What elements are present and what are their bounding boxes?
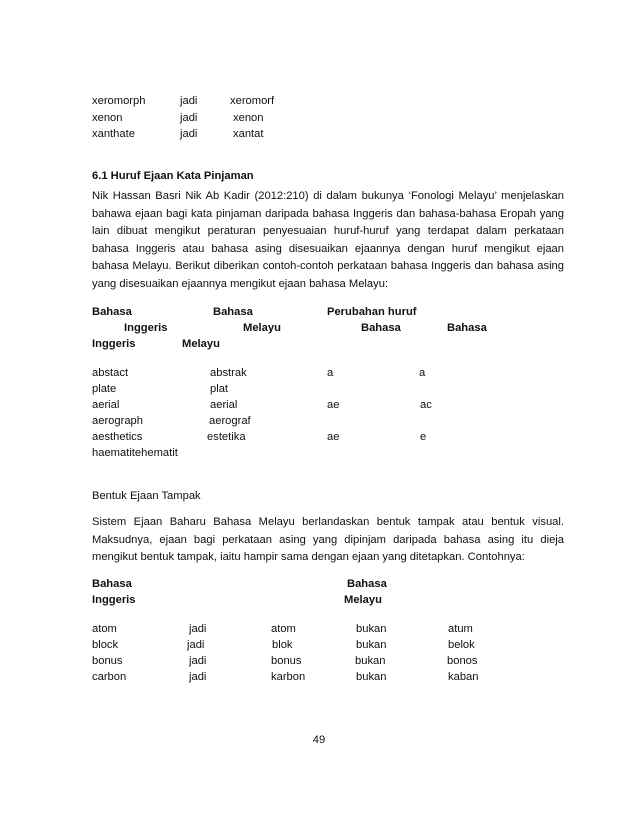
table2-cell-bukan: bukan [356, 639, 387, 651]
intro-paragraph [92, 188, 564, 294]
top-row-jadi: jadi [180, 128, 198, 140]
table2-cell-malay: blok [272, 639, 293, 651]
table1-cell-malay: plat [210, 383, 229, 395]
table2-header-col2: Melayu [344, 594, 382, 606]
table2-cell-bukan: bukan [356, 623, 387, 635]
page-number: 49 [312, 734, 326, 746]
top-row-malay: xeromorf [230, 95, 275, 107]
table2-cell-wrong: atum [448, 623, 473, 635]
table2-cell-english: bonus [92, 655, 123, 667]
table2-cell-malay: karbon [271, 671, 306, 683]
subheading: Bentuk Ejaan Tampak [92, 490, 201, 502]
top-row-jadi: jadi [180, 112, 198, 124]
table1-cell-english: haematitehematit [92, 447, 178, 459]
second-paragraph [92, 514, 564, 567]
table1-cell-change-ms: e [420, 431, 427, 443]
top-row-malay: xantat [233, 128, 264, 140]
table1-header-col3: Bahasa [361, 322, 401, 334]
table1-cell-english: aerograph [92, 415, 144, 427]
table2-cell-jadi: jadi [189, 655, 207, 667]
table1-header-col4: Bahasa [447, 322, 487, 334]
table2-cell-english: carbon [92, 671, 127, 683]
top-row-malay: xenon [233, 112, 264, 124]
top-row-english: xenon [92, 112, 123, 124]
table2-cell-malay: bonus [271, 655, 302, 667]
table1-cell-malay: aerial [210, 399, 238, 411]
top-row-jadi: jadi [180, 95, 198, 107]
table2-cell-wrong: belok [448, 639, 475, 651]
table1-header-col3: Perubahan huruf [327, 306, 417, 318]
table2-cell-malay: atom [271, 623, 296, 635]
table1-cell-english: aesthetics [92, 431, 143, 443]
table2-header-col1: Bahasa [92, 578, 132, 590]
table2-cell-bukan: bukan [355, 655, 386, 667]
table2-cell-english: block [92, 639, 119, 651]
table2-header-col1: Inggeris [92, 594, 136, 606]
table1-cell-change-en: ae [327, 399, 340, 411]
section-heading: 6.1 Huruf Ejaan Kata Pinjaman [92, 170, 254, 182]
table2-cell-jadi: jadi [189, 671, 207, 683]
table1-cell-english: aerial [92, 399, 120, 411]
table1-cell-english: abstact [92, 367, 129, 379]
table1-cell-change-ms: ac [420, 399, 432, 411]
table2-cell-wrong: kaban [448, 671, 479, 683]
intro-paragraph-text: Nik Hassan Basri Nik Ab Kadir (2012:210) di dalam bukunya ‘Fonologi Melayu’ menjelaskan bahawa ejaan bagi kata pinjaman daripada bahasa Inggeris dan bahasa-bahasa Eropah yang lain dibuat mengikut peraturan penyesuaian huruf-huruf yang terdapat dalam perkataan bahasa Inggeris atau bahasa asing disesuaikan ejaannya dengan huruf mengikut ejaan bahasa Melayu. Berikut diberikan contoh-contoh perkataan bahasa Inggeris dan bahasa asing yang disesuaikan ejaannya mengikut ejaan bahasa Melayu: [92, 190, 564, 290]
table2-cell-bukan: bukan [356, 671, 387, 683]
table1-header-col2: Bahasa [213, 306, 253, 318]
table2-cell-english: atom [92, 623, 117, 635]
table1-header-col2: Melayu [243, 322, 281, 334]
table2-cell-wrong: bonos [447, 655, 478, 667]
table1-cell-change-ms: a [419, 367, 426, 379]
table1-cell-change-en: ae [327, 431, 340, 443]
table1-header-col1: Inggeris [124, 322, 168, 334]
top-row-english: xeromorph [92, 95, 146, 107]
table1-cell-malay: estetika [207, 431, 246, 443]
table2-cell-jadi: jadi [189, 623, 207, 635]
table1-header-col2: Melayu [182, 338, 220, 350]
second-paragraph-text: Sistem Ejaan Baharu Bahasa Melayu berlandaskan bentuk tampak atau bentuk visual. Maksudnya, ejaan bagi perkataan asing yang dipinjam daripada bahasa asing itu dieja mengikut bentuk tampak, iaitu hampir sama dengan ejaan yang ditetapkan. Contohnya: [92, 516, 564, 564]
top-row-english: xanthate [92, 128, 135, 140]
table1-cell-english: plate [92, 383, 117, 395]
table1-header-col1: Inggeris [92, 338, 136, 350]
table1-header-col1: Bahasa [92, 306, 132, 318]
table2-cell-jadi: jadi [187, 639, 205, 651]
table1-cell-change-en: a [327, 367, 334, 379]
table1-cell-malay: abstrak [210, 367, 247, 379]
table2-header-col2: Bahasa [347, 578, 387, 590]
table1-cell-malay: aerograf [209, 415, 251, 427]
